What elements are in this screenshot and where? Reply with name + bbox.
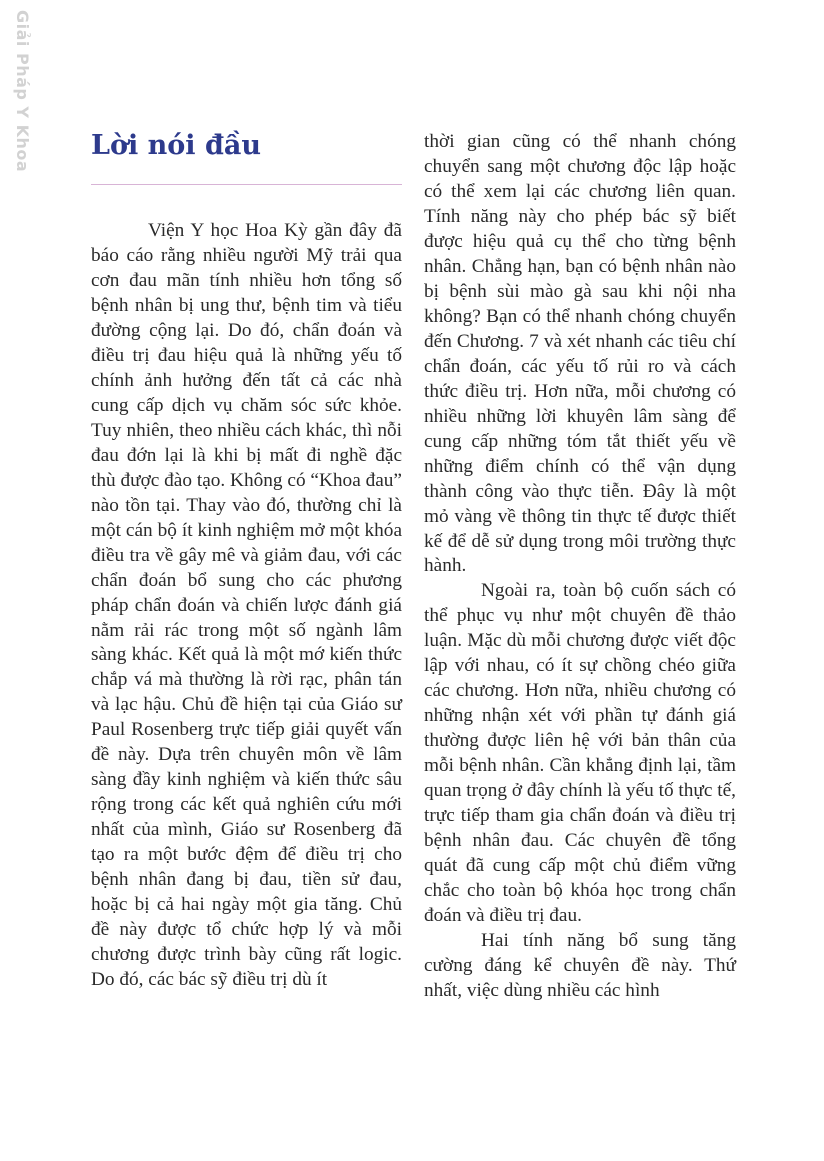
paragraph: Viện Y học Hoa Kỳ gần đây đã báo cáo rằng nhiều người Mỹ trải qua cơn đau mãn tính nhiều hơn tổng số bệnh nhân bị ung thư, bệnh tim và tiểu đường cộng lại. Do đó, chẩn đoán và điều trị đau hiệu quả là những yếu tố chính ảnh hưởng đến tất cả các nhà cung cấp dịch vụ chăm sóc sức khỏe. Tuy nhiên, theo nhiều cách khác, thì nỗi đau đớn lại là khi bị mất đi nghề đặc thù được đào tạo. Không có “Khoa đau” nào tồn tại. Thay vào đó, thường chỉ là một cán bộ ít kinh nghiệm mở một khóa điều tra về gây mê và giảm đau, với các chẩn đoán bổ sung cho các phương pháp chẩn đoán và chiến lược đánh giá nằm rải rác trong một số ngành lâm sàng khác. Kết quả là một mớ kiến thức chắp vá mà thường là rời rạc, phân tán và lạc hậu. Chủ đề hiện tại của Giáo sư Paul Rosenberg trực tiếp giải quyết vấn đề này. Dựa trên chuyên môn về lâm sàng đầy kinh nghiệm và kiến thức sâu rộng trong các kết quả nghiên cứu mới nhất của mình, Giáo sư Rosenberg đã tạo ra một bước đệm để điều trị cho bệnh nhân đang bị đau, tiền sử đau, hoặc bị cả hai ngày một gia tăng. Chủ đề này được tổ chức hợp lý và mỗi chương được trình bày cũng rất logic. Do đó, các bác sỹ điều trị dù ít [91, 220, 402, 991]
left-column [91, 219, 402, 1069]
watermark: Giải Pháp Y Khoa [13, 10, 32, 173]
paragraph: Hai tính năng bổ sung tăng cường đáng kể chuyên đề này. Thứ nhất, việc dùng nhiều các hình [424, 930, 736, 1001]
paragraph: Ngoài ra, toàn bộ cuốn sách có thể phục vụ như một chuyên đề thảo luận. Mặc dù mỗi chương được viết độc lập với nhau, có ít sự chồng chéo giữa các chương. Hơn nữa, nhiều chương có những nhận xét với phần tự đánh giá thường được liên hệ với bản thân của mỗi bệnh nhân. Cần khẳng định lại, tầm quan trọng ở đây chính là yếu tố thực tế, trực tiếp tham gia chẩn đoán và điều trị bệnh nhân đau. Các chuyên đề tổng quát đã cung cấp một chủ điểm vững chắc cho toàn bộ khóa học trong chẩn đoán và điều trị đau. [424, 580, 736, 927]
page-title: Lời nói đầu [91, 130, 261, 161]
title-divider [91, 184, 402, 185]
right-column [424, 130, 736, 1060]
paragraph: thời gian cũng có thể nhanh chóng chuyển sang một chương độc lập hoặc có thể xem lại các chương liên quan. Tính năng này cho phép bác sỹ biết được hiệu quả cụ thể cho từng bệnh nhân. Chẳng hạn, bạn có bệnh nhân nào bị bệnh sùi mào gà sau khi nội nha không? Bạn có thể nhanh chóng chuyển đến Chương. 7 và xét nhanh các tiêu chí chẩn đoán, các yếu tố rủi ro và cách thức điều trị. Hơn nữa, mỗi chương có nhiều những lời khuyên lâm sàng để cung cấp những tóm tắt thiết yếu về những điểm chính có thể vận dụng thành công vào thực tiễn. Đây là một mỏ vàng về thông tin thực tế được thiết kế để dễ sử dụng trong môi trường thực hành. [424, 131, 736, 577]
